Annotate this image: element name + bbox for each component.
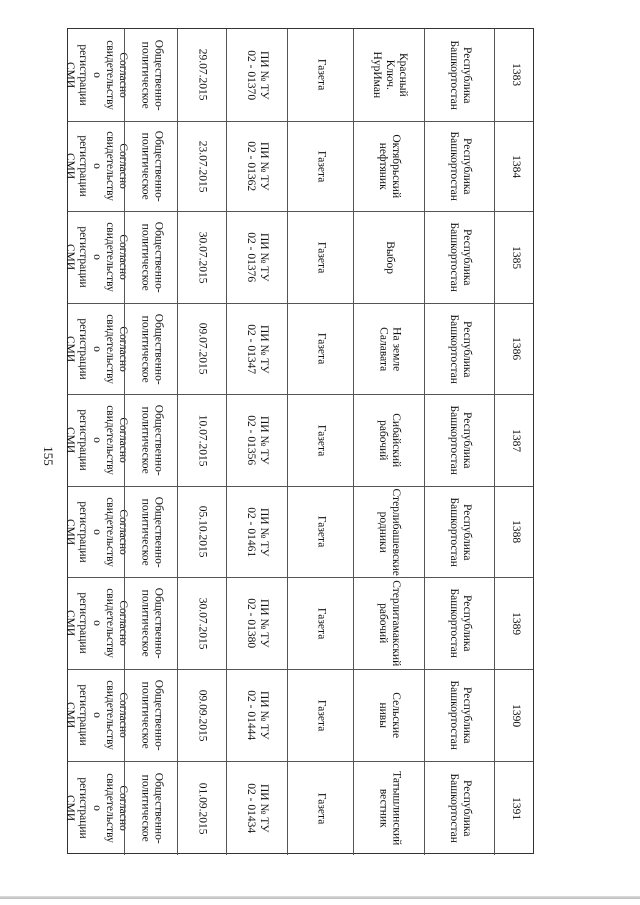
cell-reg: ПИ № ТУ 02 - 01380 <box>226 578 287 669</box>
cell-title: Стерлибашевские родники <box>353 487 424 577</box>
table-row <box>64 304 533 395</box>
cell-terr: Согласно свидетельству о регистрации СМИ <box>64 314 130 384</box>
cell-date: 09.09.2015 <box>177 670 226 761</box>
cell-type: Газета <box>287 212 353 303</box>
cell-title: Татышлинский вестник <box>353 762 424 855</box>
cell-num: 1384 <box>494 122 535 211</box>
cell-theme: Общественно- политическое <box>124 212 177 303</box>
cell-title: Выбор <box>353 212 424 303</box>
cell-terr: Согласно свидетельству о регистрации СМИ <box>64 497 130 567</box>
cell-date: 09.07.2015 <box>177 304 226 394</box>
cell-type: Газета <box>287 762 353 855</box>
cell-theme: Общественно- политическое <box>124 487 177 577</box>
table-row <box>64 122 533 212</box>
cell-type: Газета <box>287 395 353 486</box>
cell-num: 1388 <box>494 487 535 577</box>
cell-type: Газета <box>287 29 353 121</box>
cell-terr: Согласно свидетельству о регистрации СМИ <box>64 405 130 476</box>
cell-title: На земле Салавата <box>353 304 424 394</box>
cell-terr: Согласно свидетельству о регистрации СМИ <box>64 40 130 110</box>
cell-region: Республика Башкортостан <box>424 487 494 577</box>
cell-terr: Согласно свидетельству о регистрации СМИ <box>64 588 130 659</box>
cell-date: 30.07.2015 <box>177 578 226 669</box>
table-row <box>64 762 533 855</box>
cell-terr: Согласно свидетельству о регистрации СМИ <box>64 222 130 293</box>
cell-reg: ПИ № ТУ 02 - 01376 <box>226 212 287 303</box>
cell-region: Республика Башкортостан <box>424 212 494 303</box>
cell-theme: Общественно- политическое <box>124 578 177 669</box>
cell-type: Газета <box>287 670 353 761</box>
table-row <box>64 670 533 762</box>
cell-title: Сибайский рабочий <box>353 395 424 486</box>
cell-theme: Общественно- политическое <box>124 762 177 855</box>
cell-num: 1390 <box>494 670 535 761</box>
cell-num: 1383 <box>494 29 535 121</box>
cell-title: Красный Ключ. НурИман <box>353 29 424 121</box>
cell-date: 05.10.2015 <box>177 487 226 577</box>
cell-reg: ПИ № ТУ 02 - 01434 <box>226 762 287 855</box>
cell-date: 30.07.2015 <box>177 212 226 303</box>
cell-reg: ПИ № ТУ 02 - 01444 <box>226 670 287 761</box>
cell-reg: ПИ № ТУ 02 - 01347 <box>226 304 287 394</box>
table-row <box>64 487 533 578</box>
cell-title: Сельские нивы <box>353 670 424 761</box>
registry-table <box>64 28 534 854</box>
cell-region: Республика Башкортостан <box>424 395 494 486</box>
table-row <box>64 212 533 304</box>
cell-theme: Общественно- политическое <box>124 304 177 394</box>
cell-type: Газета <box>287 304 353 394</box>
scan-edge <box>0 896 640 899</box>
table-row <box>64 578 533 670</box>
cell-region: Республика Башкортостан <box>424 29 494 121</box>
table-row <box>64 29 533 122</box>
cell-date: 10.07.2015 <box>177 395 226 486</box>
cell-date: 29.07.2015 <box>177 29 226 121</box>
cell-title: Стерлитамакский рабочий <box>353 578 424 669</box>
cell-reg: ПИ № ТУ 02 - 01370 <box>226 29 287 121</box>
cell-type: Газета <box>287 122 353 211</box>
cell-region: Республика Башкортостан <box>424 304 494 394</box>
cell-theme: Общественно- политическое <box>124 670 177 761</box>
table-row <box>64 395 533 487</box>
cell-theme: Общественно- политическое <box>124 29 177 121</box>
cell-terr: Согласно свидетельству о регистрации СМИ <box>64 131 130 202</box>
cell-region: Республика Башкортостан <box>424 762 494 855</box>
cell-region: Республика Башкортостан <box>424 578 494 669</box>
cell-theme: Общественно- политическое <box>124 122 177 211</box>
cell-reg: ПИ № ТУ 02 - 01362 <box>226 122 287 211</box>
cell-type: Газета <box>287 487 353 577</box>
cell-num: 1386 <box>494 304 535 394</box>
page-number: 155 <box>40 446 56 466</box>
cell-date: 01.09.2015 <box>177 762 226 855</box>
cell-num: 1391 <box>494 762 535 855</box>
cell-reg: ПИ № ТУ 02 - 01356 <box>226 395 287 486</box>
cell-num: 1387 <box>494 395 535 486</box>
cell-region: Республика Башкортостан <box>424 670 494 761</box>
cell-theme: Общественно- политическое <box>124 395 177 486</box>
cell-terr: Согласно свидетельству о регистрации СМИ <box>64 680 130 751</box>
cell-reg: ПИ № ТУ 02 - 01461 <box>226 487 287 577</box>
cell-num: 1385 <box>494 212 535 303</box>
cell-region: Республика Башкортостан <box>424 122 494 211</box>
cell-type: Газета <box>287 578 353 669</box>
cell-num: 1389 <box>494 578 535 669</box>
cell-title: Октябрьский нефтяник <box>353 122 424 211</box>
cell-date: 23.07.2015 <box>177 122 226 211</box>
cell-terr: Согласно свидетельству о регистрации СМИ <box>64 773 130 844</box>
